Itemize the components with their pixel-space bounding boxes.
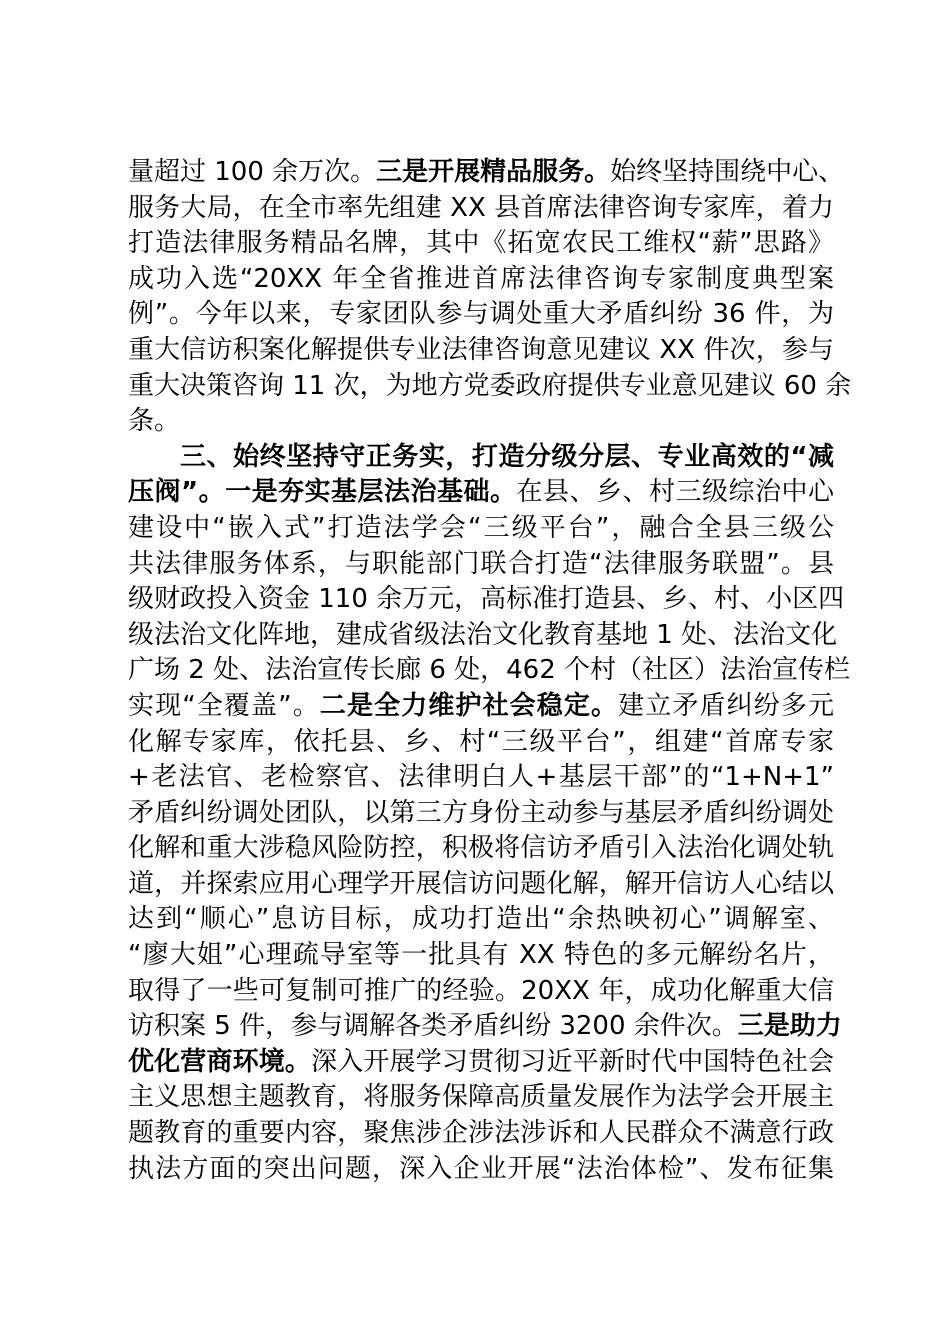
text-run: 共法律服务体系，与职能部门联合打造“法律服务联盟”。县 bbox=[128, 548, 834, 579]
paragraph bbox=[128, 155, 852, 440]
bold-text-run: 三是开展精品服务。 bbox=[376, 157, 611, 187]
text-line bbox=[128, 1116, 834, 1152]
text-line bbox=[128, 440, 834, 476]
text-run: 重大信访积案化解提供专业法律咨询意见建议 XX 件次，参与 bbox=[128, 334, 834, 365]
document-body bbox=[128, 155, 852, 1187]
text-line bbox=[128, 226, 834, 262]
text-run: 始终坚持围绕中心、 bbox=[610, 157, 845, 187]
text-run: 级法治文化阵地，建成省级法治文化教育基地 1 处、法治文化 bbox=[128, 619, 838, 650]
text-line bbox=[128, 511, 834, 547]
bold-text-run: 二是全力维护社会稳定。 bbox=[319, 690, 619, 721]
text-line bbox=[128, 1045, 834, 1081]
text-run: 条。 bbox=[128, 406, 181, 437]
text-line bbox=[128, 867, 834, 903]
text-line bbox=[128, 689, 834, 725]
text-run: 级财政投入资金 110 余万元，高标准打造县、乡、村、小区四 bbox=[128, 584, 845, 615]
text-run: 访积案 5 件，参与调解各类矛盾纠纷 3200 余件次。 bbox=[128, 1011, 738, 1042]
text-line bbox=[128, 1152, 834, 1188]
text-run: 例”。今年以来，专家团队参与调处重大矛盾纠纷 36 件，为 bbox=[128, 299, 834, 330]
text-line bbox=[128, 902, 834, 938]
text-run: 实现“全覆盖”。 bbox=[128, 690, 320, 721]
text-line bbox=[128, 831, 834, 867]
bold-text-run: 优化营商环境。 bbox=[128, 1046, 312, 1077]
text-line bbox=[128, 369, 852, 405]
text-line bbox=[128, 297, 834, 333]
text-line bbox=[128, 262, 834, 298]
paragraph bbox=[128, 440, 851, 1187]
text-line bbox=[128, 475, 834, 511]
text-line bbox=[128, 974, 834, 1010]
text-run: 题教育的重要内容，聚焦涉企涉法涉诉和人民群众不满意行政 bbox=[128, 1118, 834, 1149]
bold-text-run: 三、始终坚持守正务实，打造分级分层、专业高效的“减 bbox=[180, 441, 834, 472]
text-line bbox=[128, 760, 834, 796]
text-line bbox=[128, 796, 834, 832]
text-run: 矛盾纠纷调处团队，以第三方身份主动参与基层矛盾纠纷调处 bbox=[128, 797, 834, 828]
text-line bbox=[128, 618, 838, 654]
bold-text-run: 三是助力 bbox=[737, 1011, 842, 1042]
text-run: 广场 2 处、法治宣传长廊 6 处，462 个村（社区）法治宣传栏 bbox=[128, 655, 851, 686]
text-line bbox=[128, 1080, 834, 1116]
text-run: 化解和重大涉稳风险防控，积极将信访矛盾引入法治化调处轨 bbox=[128, 833, 834, 864]
text-run: 化解专家库，依托县、乡、村“三级平台”，组建“首席专家 bbox=[128, 726, 834, 757]
text-run: 取得了一些可复制可推广的经验。20XX 年，成功化解重大信 bbox=[128, 975, 834, 1006]
text-run: 服务大局，在全市率先组建 XX 县首席法律咨询专家库，着力 bbox=[128, 192, 834, 223]
text-run: 量超过 100 余万次。 bbox=[128, 157, 377, 187]
text-run: 打造法律服务精品名牌，其中《拓宽农民工维权“薪”思路》 bbox=[128, 228, 834, 259]
text-run: 建设中“嵌入式”打造法学会“三级平台”，融合全县三级公 bbox=[128, 512, 834, 543]
text-run: 建立矛盾纠纷多元 bbox=[618, 690, 834, 721]
text-line bbox=[128, 938, 834, 974]
text-run: 达到“顺心”息访目标，成功打造出“余热映初心”调解室、 bbox=[128, 904, 834, 935]
text-run: 主义思想主题教育，将服务保障高质量发展作为法学会开展主 bbox=[128, 1082, 834, 1113]
text-line bbox=[128, 725, 834, 761]
text-line bbox=[128, 582, 845, 618]
text-run: 重大决策咨询 11 次，为地方党委政府提供专业意见建议 60 余 bbox=[128, 370, 852, 401]
text-line bbox=[128, 155, 845, 191]
text-line bbox=[128, 653, 851, 689]
text-run: 执法方面的突出问题，深入企业开展“法治体检”、发布征集 bbox=[128, 1153, 834, 1184]
text-line bbox=[128, 333, 834, 369]
text-run: 在县、乡、村三级综治中心 bbox=[516, 477, 834, 508]
text-line bbox=[128, 1009, 842, 1045]
text-run: 成功入选“20XX 年全省推进首席法律咨询专家制度典型案 bbox=[128, 263, 834, 294]
text-line bbox=[128, 191, 834, 227]
bold-text-run: 压阀”。一是夯实基层法治基础。 bbox=[128, 477, 517, 508]
text-run: 深入开展学习贯彻习近平新时代中国特色社会 bbox=[311, 1046, 834, 1077]
text-line bbox=[128, 404, 834, 440]
text-run: +老法官、老检察官、法律明白人+基层干部”的“1+N+1” bbox=[128, 762, 834, 793]
text-run: “廖大姐”心理疏导室等一批具有 XX 特色的多元解纷名片， bbox=[128, 940, 834, 971]
text-run: 道，并探索应用心理学开展信访问题化解，解开信访人心结以 bbox=[128, 868, 834, 899]
text-line bbox=[128, 547, 834, 583]
